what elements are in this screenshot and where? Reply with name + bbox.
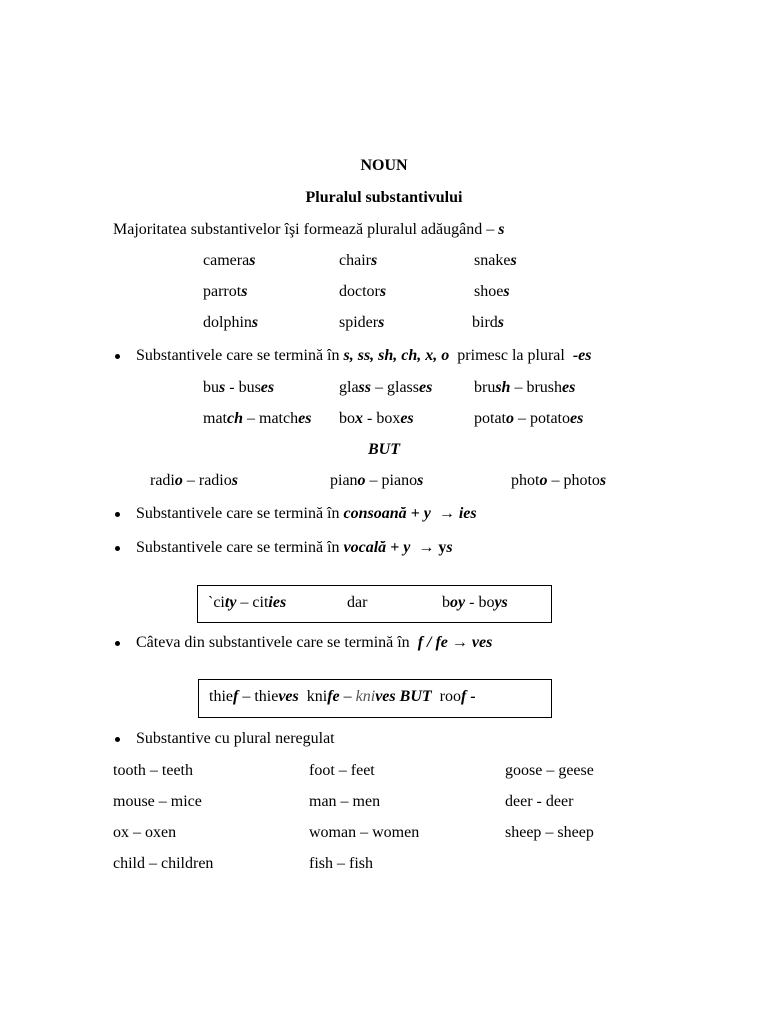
example-potatoes: potato – potatoes: [474, 410, 584, 427]
irregular-deer: deer - deer: [505, 793, 574, 810]
irregular-mouse: mouse – mice: [113, 793, 202, 810]
bullet-icon: [115, 512, 120, 517]
example-parrots: parrots: [203, 283, 248, 300]
but-label: BUT: [368, 441, 400, 458]
irregular-foot: foot – feet: [309, 762, 375, 779]
box-example-f: thief – thieves knife – knives BUT roof -: [209, 688, 476, 705]
box-example-cities: `city – cities: [208, 594, 287, 611]
rule-es: Substantivele care se termină în s, ss, sh, ch, x, o primesc la plural -es: [136, 347, 592, 364]
rule-irregular: Substantive cu plural neregulat: [136, 730, 335, 747]
example-chairs: chairs: [339, 252, 378, 269]
bullet-icon: [115, 546, 120, 551]
example-brushes: brush – brushes: [474, 379, 576, 396]
box-example-boys: boy - boys: [442, 594, 508, 611]
irregular-man: man – men: [309, 793, 381, 810]
exception-pianos: piano – pianos: [330, 472, 424, 489]
irregular-woman: woman – women: [309, 824, 420, 841]
example-doctors: doctors: [339, 283, 387, 300]
example-birds: birds: [472, 314, 505, 331]
bullet-icon: [115, 354, 120, 359]
example-snakes: snakes: [474, 252, 517, 269]
irregular-ox: ox – oxen: [113, 824, 177, 841]
irregular-sheep: sheep – sheep: [505, 824, 594, 841]
example-spiders: spiders: [339, 314, 385, 331]
irregular-fish: fish – fish: [309, 855, 373, 872]
example-boxes: box - boxes: [339, 410, 414, 427]
example-matches: match – matches: [203, 410, 312, 427]
exception-photos: photo – photos: [511, 472, 607, 489]
example-box-f: [198, 679, 552, 718]
bullet-icon: [115, 737, 120, 742]
intro-line: Majoritatea substantivelor îşi formează pluralul adăugând – s: [113, 221, 505, 238]
example-dolphins: dolphins: [203, 314, 259, 331]
irregular-goose: goose – geese: [505, 762, 594, 779]
rule-ves: Câteva din substantivele care se termină în f / fe → ves: [136, 634, 493, 651]
example-glasses: glass – glasses: [339, 379, 433, 396]
example-cameras: cameras: [203, 252, 256, 269]
irregular-tooth: tooth – teeth: [113, 762, 193, 779]
exception-radios: radio – radios: [150, 472, 238, 489]
irregular-child: child – children: [113, 855, 214, 872]
page-title: NOUN: [360, 157, 408, 174]
example-shoes: shoes: [474, 283, 510, 300]
rule-ies: Substantivele care se termină în consoană + y → ies: [136, 505, 477, 522]
bullet-icon: [115, 641, 120, 646]
page-subtitle: Pluralul substantivului: [305, 189, 463, 206]
example-buses: bus - buses: [203, 379, 275, 396]
rule-ys: Substantivele care se termină în vocală + y → ys: [136, 539, 453, 556]
box-dar: dar: [347, 594, 368, 611]
